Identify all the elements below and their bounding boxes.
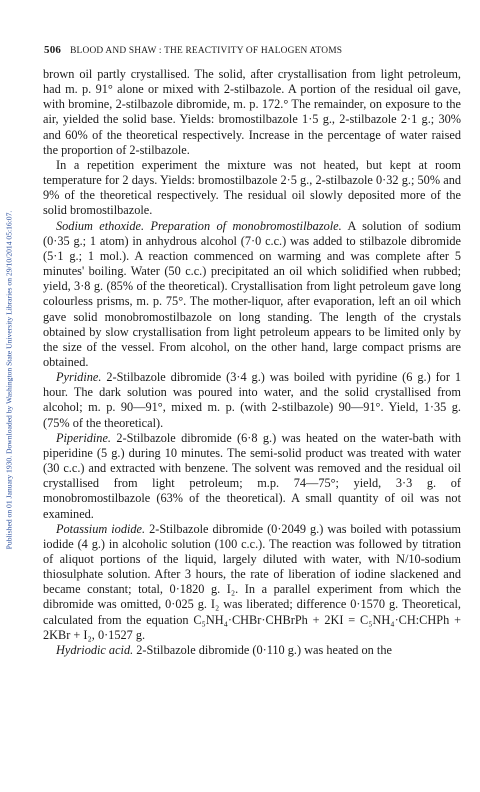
paragraph-7-heading: Hydriodic acid.: [56, 642, 134, 657]
download-watermark-text: Published on 01 January 1930. Downloaded by Washington State University Libraries on 29/10/2014 05:16:07.: [4, 210, 14, 550]
running-title: BLOOD AND SHAW : THE REACTIVITY OF HALOGEN ATOMS: [70, 46, 343, 56]
paragraph-4-text: 2-Stilbazole dibromide (3·4 g.) was boiled with pyridine (6 g.) for 1 hour. The dark solution was poured into water, and the solid crystallised from alcohol; m. p. 90—91°, mixed m. p. (with 2-stilbazole) 90—91°. Yield, 1·35 g. (75% of the theoretical).: [43, 370, 461, 430]
paragraph-piperidine: [43, 431, 461, 522]
page-number: 506: [44, 44, 62, 56]
running-header: [44, 44, 458, 56]
paragraph-1-text: brown oil partly crystallised. The solid, after crystallisation from light petroleum, had m. p. 91° alone or mixed with 2-stilbazole. A portion of the residual oil gave, with bromine, 2-stilbazole dibromide, m. p. 172.° The remainder, on exposure to the air, yielded the solid base. Yields: bromostilbazole 1·5 g., 2-stilbazole 2·1 g.; 30% and 60% of the theoretical respectively. Increase in the percentage of water raised the proportion of 2-stilbazole.: [43, 67, 461, 157]
paragraph-5-text: 2-Stilbazole dibromide (6·8 g.) was heated on the water-bath with piperidine (5 g.) during 10 minutes. The semi-solid product was treated with water (30 c.c.) and extracted with benzene. The solvent was removed and the residual oil crystallised from light petroleum; m.p. 74—75°; yield, 3·3 g. of monobromostilbazole (63% of the theoretical). A small quantity of oil was not examined.: [43, 430, 462, 521]
paragraph-2-text: In a repetition experiment the mixture was not heated, but kept at room temperature for 2 days. Yields: bromostilbazole 2·5 g., 2-stilbazole 0·32 g.; 50% and 9% of the theoretical respectively. The residual oil slowly deposited more of the solid bromostilbazole.: [43, 157, 461, 218]
paragraph-7-text: 2-Stilbazole dibromide (0·110 g.) was heated on the: [136, 642, 392, 657]
paragraph-3-heading: Sodium ethoxide. Preparation of monobromostilbazole.: [56, 218, 342, 233]
paragraph-1: [43, 67, 461, 158]
paragraph-2: [43, 158, 461, 219]
paragraph-6-heading: Potassium iodide.: [56, 521, 146, 536]
paragraph-potassium-iodide: [43, 522, 461, 643]
download-watermark: [2, 40, 16, 720]
paragraph-6-text: 2-Stilbazole dibromide (0·2049 g.) was boiled with potassium iodide (4 g.) in alcoholic solution (100 c.c.). The reaction was followed by titration of aliquot portions of the liquid, largely diluted with water, with N/10-sodium thiosulphate solution. After 3 hours, the rate of liberation of iodine slackened and became constant; total, 0·1820 g. I₂. In a parallel experiment from which the dibromide was omitted, 0·025 g. I₂ was liberated; difference 0·1570 g. Theoretical, calculated from the equation C₅NH₄·CHBr·CHBrPh + 2KI = C₅NH₄·CH:CHPh + 2KBr + I₂, 0·1527 g.: [43, 521, 461, 642]
article-body: [43, 67, 461, 658]
paragraph-pyridine: [43, 370, 461, 431]
paragraph-sodium-ethoxide: [43, 219, 461, 371]
paragraph-5-heading: Piperidine.: [56, 430, 111, 445]
paragraph-3-text: A solution of sodium (0·35 g.; 1 atom) in anhydrous alcohol (7·0 c.c.) was added to stilbazole dibromide (5·1 g.; 1 mol.). A reaction commenced on warming and was complete after 5 minutes' boiling. Water (50 c.c.) precipitated an oil which solidified when rubbed; yield, 3·8 g. (85% of the theoretical). Crystallisation from light petroleum gave long colourless prisms, m. p. 75°. The mother-liquor, after evaporation, left an oil which gave solid monobromostilbazole on long standing. The length of the crystals obtained by slow crystallisation from light petroleum appears to be limited only by the size of the vessel. From alcohol, on the other hand, large compact prisms are obtained.: [43, 218, 461, 369]
paragraph-hydriodic-acid: [43, 643, 461, 658]
paragraph-4-heading: Pyridine.: [56, 370, 102, 385]
